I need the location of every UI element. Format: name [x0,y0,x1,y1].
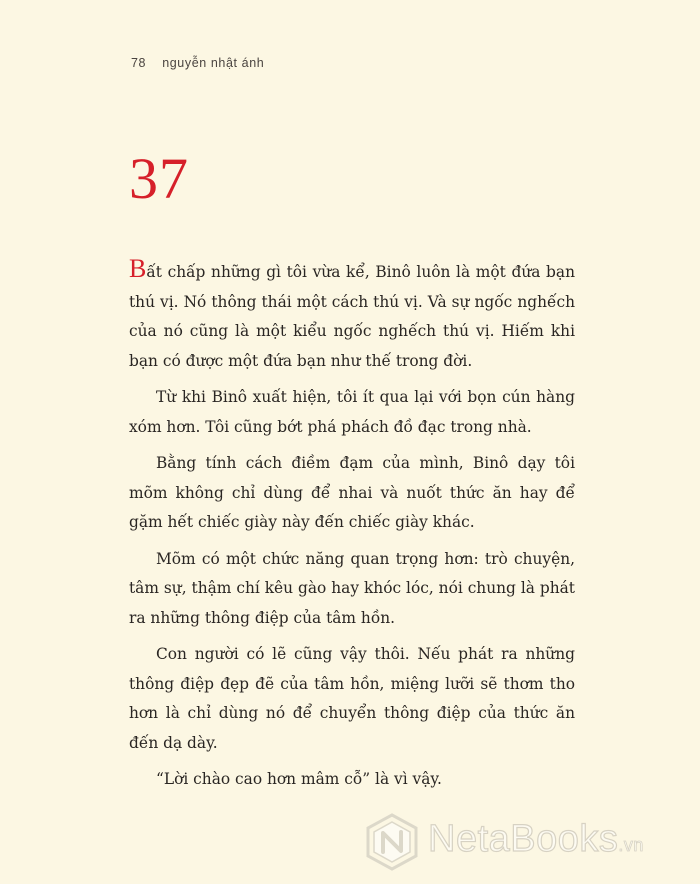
watermark-text [428,818,644,861]
paragraph-3: Bằng tính cách điềm đạm của mình, Binô dạy tôi mõm không chỉ dùng để nhai và nuốt thức ăn hay để gặm hết chiếc giày này đến chiếc giày khác. [129,454,575,531]
drop-cap: B [129,254,147,283]
page-number: 78 [131,56,147,70]
chapter-body [129,254,575,802]
netabooks-logo-icon [364,812,420,872]
paragraph-6: “Lời chào cao hơn mâm cỗ” là vì vậy. [156,770,442,788]
paragraph-1 [129,254,575,376]
chapter-number: 37 [129,146,189,211]
paragraph-4: Mõm có một chức năng quan trọng hơn: trò chuyện, tâm sự, thậm chí kêu gào hay khóc lóc, nói chung là phát ra những thông điệp của tâm hồn. [129,549,575,627]
watermark [364,812,700,872]
watermark-brand: NetaBooks [428,818,619,860]
author-name: nguyễn nhật ánh [162,56,265,70]
paragraph-5: Con người có lẽ cũng vậy thôi. Nếu phát ra những thông điệp đẹp đẽ của tâm hồn, miệng lưỡi sẽ thơm tho hơn là chỉ dùng nó để chuyển thông điệp của thức ăn đến dạ dày. [129,645,575,752]
running-head [131,56,264,70]
paragraph-1-text: ất chấp những gì tôi vừa kể, Binô luôn là một đứa bạn thú vị. Nó thông thái một cách thú vị. Và sự ngốc nghếch của nó cũng là một kiểu ngốc nghếch thú vị. Hiếm khi bạn có được một đứa bạn như thế trong đời. [129,263,575,370]
paragraph-2: Từ khi Binô xuất hiện, tôi ít qua lại với bọn cún hàng xóm hơn. Tôi cũng bớt phá phách đồ đạc trong nhà. [129,388,575,436]
watermark-suffix: .vn [618,835,644,855]
